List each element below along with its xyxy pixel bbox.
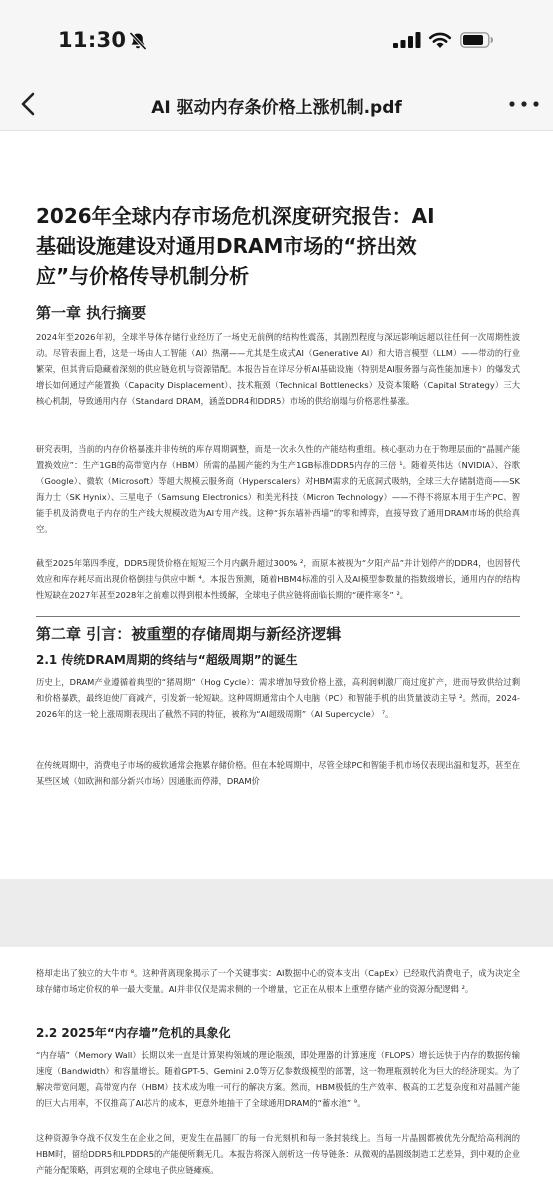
document-title: AI 驱动内存条价格上涨机制.pdf: [151, 98, 402, 118]
paragraph: “内存墙”（Memory Wall）长期以来一直是计算架构领域的理论瓶颈，即处理器的计算速度（FLOPS）增长远快于内存的数据传输速度（Bandwidth）和容量增长。随着GPT-5、Gemini 2.0等万亿参数级模型的部署，这一物理瓶颈转化为巨大的经济现实。为了解决带宽问题，高带宽内存（HBM）技术成为唯一可行的解决方案。然而，HBM极低的生产效率、极高的工艺复杂度和对晶圆产能的巨大占用率，不仅推高了AI芯片的成本，更意外地抽干了全球通用DRAM的“蓄水池” ⁹。: [36, 1050, 520, 1108]
silent-bell-icon: [128, 31, 148, 51]
more-options-icon[interactable]: [507, 96, 541, 112]
wifi-icon: [428, 31, 452, 49]
report-title: [36, 201, 516, 291]
report-title-line: 2026年全球内存市场危机深度研究报告：AI: [36, 204, 435, 228]
chapter-2-heading: 第二章 引言：被重塑的存储周期与新经济逻辑: [36, 625, 342, 643]
paragraph: 研究表明，当前的内存价格暴涨并非传统的库存周期调整，而是一次永久性的产能结构重组。核心驱动力在于物理层面的“晶圆产能置换效应”：生产1GB的高带宽内存（HBM）所需的晶圆产能约为生产1GB标准DDR5内存的三倍 ¹。随着英伟达（NVIDIA）、谷歌（Google）、微软（Microsoft）等超大规模云服务商（Hyperscalers）对HBM需求的无底洞式吸纳，全球三大存储制造商——SK海力士（SK Hynix）、三星电子（Samsung Electronics）和美光科技（Micron Technology）——不得不将原本用于生产PC、智能手机及消费电子内存的生产线大规模改造为AI专用产线。这种“拆东墙补西墙”的零和博弈，直接导致了通用DRAM市场的供给真空。: [36, 444, 520, 534]
status-time: 11:30: [58, 28, 127, 52]
cellular-signal-icon: [393, 32, 421, 48]
pdf-page-1: [0, 131, 553, 879]
paragraph: 格却走出了独立的大牛市 ⁸。这种背离现象揭示了一个关键事实：AI数据中心的资本支出（CapEx）已经取代消费电子，成为决定全球存储市场定价权的单一最大变量。AI并非仅仅是需求侧的一个增量，它正在从根本上重塑存储产业的资源分配逻辑 ²。: [36, 968, 520, 994]
paragraph: 2024年至2026年初，全球半导体存储行业经历了一场史无前例的结构性震荡，其剧烈程度与深远影响远超以往任何一次周期性波动。尽管表面上看，这是一场由人工智能（AI）热潮——尤其是生成式AI（Generative AI）和大语言模型（LLM）——带动的行业繁荣，但其背后隐藏着深刻的供应链危机与资源错配。本报告旨在详尽分析AI基础设施（特别是AI服务器与高性能加速卡）的爆发式增长如何通过产能置换（Capacity Displacement）、技术瓶颈（Technical Bottlenecks）及资本策略（Capital Strategy）三大核心机制，导致通用内存（Standard DRAM，涵盖DDR4和DDR5）市场的供给崩塌与价格恶性暴涨。: [36, 332, 520, 406]
pdf-page-2: [0, 947, 553, 1200]
paragraph: 历史上，DRAM产业遵循着典型的“猪周期”（Hog Cycle）：需求增加导致价格上涨，高利润刺激厂商过度扩产，进而导致供给过剩和价格暴跌，最终迫使厂商减产，引发新一轮短缺。这种周期通常由个人电脑（PC）和智能手机的出货量波动主导 ²。然而，2024-2026年的这一轮上涨周期表现出了截然不同的特征，被称为“AI超级周期”（AI Supercycle） ⁷。: [36, 677, 520, 719]
paragraph: 截至2025年第四季度，DDR5现货价格在短短三个月内飙升超过300% ²，而原本被视为“夕阳产品”并计划停产的DDR4，也因替代效应和库存耗尽而出现价格倒挂与供应中断 ⁴。本报告预测，随着HBM4标准的引入及AI模型参数量的指数级增长，通用内存的结构性短缺在2027年甚至2028年之前难以得到根本性缓解，全球电子供应链将面临长期的“硬件寒冬” ²。: [36, 558, 520, 600]
nav-bar: [0, 80, 553, 131]
section-divider: [36, 616, 520, 617]
paragraph: 在传统周期中，消费电子市场的疲软通常会拖累存储价格。但在本轮周期中，尽管全球PC和智能手机市场仅表现出温和复苏，甚至在某些区域（如欧洲和部分新兴市场）因通胀而停滞，DRAM价: [36, 760, 520, 786]
section-2-1-heading: 2.1 传统DRAM周期的终结与“超级周期”的诞生: [36, 653, 298, 667]
report-title-line: 应”与价格传导机制分析: [36, 264, 250, 288]
chapter-1-heading: 第一章 执行摘要: [36, 304, 147, 322]
back-chevron-icon[interactable]: [14, 86, 44, 122]
page-separator: [0, 879, 553, 947]
paragraph: 这种资源争夺战不仅发生在企业之间，更发生在晶圆厂的每一台光刻机和每一条封装线上。当每一片晶圆都被优先分配给高利润的HBM时，留给DDR5和LPDDR5的产能便所剩无几。本报告将深入剖析这一传导链条：从微观的晶圆级制造工艺差异，到中观的企业产能分配策略，再到宏观的全球电子供应链瘫痪。: [36, 1133, 520, 1175]
section-2-2-heading: 2.2 2025年“内存墙”危机的具象化: [36, 1026, 231, 1040]
battery-icon: [460, 32, 494, 48]
status-bar: [0, 0, 553, 80]
report-title-line: 基础设施建设对通用DRAM市场的“挤出效: [36, 234, 417, 258]
